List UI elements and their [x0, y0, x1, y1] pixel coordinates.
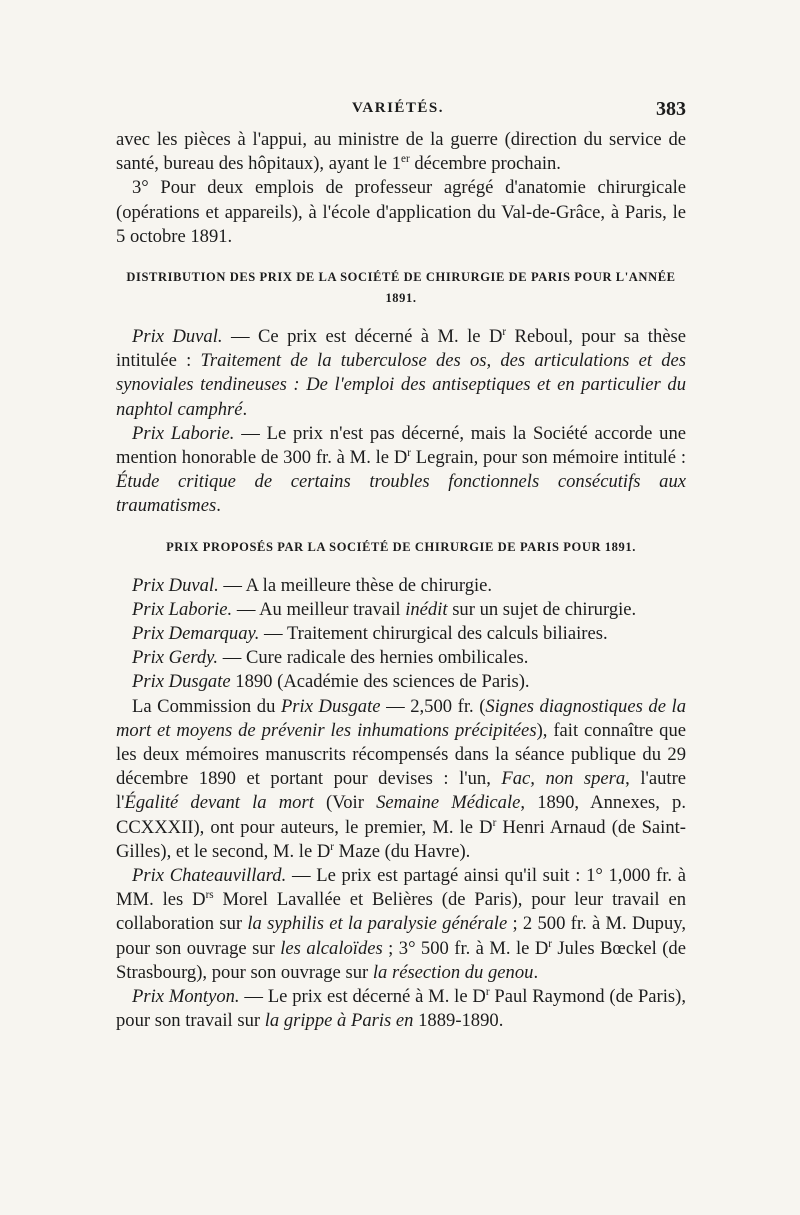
section-heading-proposes: PRIX PROPOSÉS PAR LA SOCIÉTÉ DE CHIRURGIE DE PARIS POUR 1891.	[166, 539, 636, 554]
paragraph-prix-laborie-proposed: Prix Laborie. — Au meilleur travail inédit sur un sujet de chirurgie.	[132, 598, 637, 620]
paragraph-prix-demarquay: Prix Demarquay. — Traitement chirurgical des calculs biliaires.	[132, 623, 608, 645]
page-body	[116, 128, 686, 1034]
paragraph-continuation: avec les pièces à l'appui, au ministre de la guerre (direction du service de santé, bureau des hôpitaux), ayant le 1er décembre prochain.	[116, 129, 686, 175]
paragraph-prix-chateauvillard: Prix Chateauvillard. — Le prix est partagé ainsi qu'il suit : 1° 1,000 fr. à MM. les $D^{rs}$ Morel Lavallée et Belières (de Paris), pour leur travail en collaboration sur la syphilis et la paralysie générale ; 2 500 fr. à M. Dupuy, pour son ouvrage sur les alcaloïdes ; 3° 500 fr. à M. le $D^r$ Jules Bœckel (de Strasbourg), pour son ouvrage sur la résection du genou.	[116, 865, 687, 983]
running-title: VARIÉTÉS.	[352, 100, 445, 116]
paragraph-prix-montyon: Prix Montyon. — Le prix est décerné à M. le $D^r$ Paul Raymond (de Paris), pour son travail sur la grippe à Paris en 1889-1890.	[116, 985, 686, 1032]
paragraph-prix-dusgate: Prix Dusgate 1890 (Académie des sciences de Paris).	[132, 671, 530, 693]
page-number: 383	[656, 98, 686, 120]
section-heading-distribution: DISTRIBUTION DES PRIX DE LA SOCIÉTÉ DE CHIRURGIE DE PARIS POUR L'ANNÉE 1891.	[126, 270, 676, 306]
paragraph-agrege: 3° Pour deux emplois de professeur agrégé d'anatomie chirurgicale (opérations et appareils), à l'école d'application du Val-de-Grâce, à Paris, le 5 octobre 1891.	[116, 177, 686, 247]
paragraph-prix-laborie-award: Prix Laborie. — Le prix n'est pas décerné, mais la Société accorde une mention honorable de 300 fr. à M. le $D^r$ Legrain, pour son mémoire intitulé : Étude critique de certains troubles fonctionnels consécutifs aux traumatismes.	[116, 422, 686, 517]
paragraph-prix-duval-award: Prix Duval. — Ce prix est décerné à M. le $D^r$ Reboul, pour sa thèse intitulée : Traitement de la tuberculose des os, des articulations et des synoviales tendineuses : De l'emploi des antiseptiques et en particulier du naphtol camphré.	[116, 325, 687, 420]
paragraph-prix-duval-proposed: Prix Duval. — A la meilleure thèse de chirurgie.	[132, 574, 493, 596]
paragraph-prix-gerdy: Prix Gerdy. — Cure radicale des hernies ombilicales.	[132, 647, 529, 669]
paragraph-dusgate-commission: La Commission du Prix Dusgate — 2,500 fr. (Signes diagnostiques de la mort et moyens de prévenir les inhumations précipitées), fait connaître que les deux mémoires manuscrits récompensés dans la séance publique du 29 décembre 1890 et portant pour devises : l'un, Fac, non spera, l'autre l'Égalité devant la mort (Voir Semaine Médicale, 1890, Annexes, p. CCXXXII), ont pour auteurs, le premier, M. le $D^r$ Henri Arnaud (de Saint-Gilles), et le second, M. le $D^r$ Maze (du Havre).	[116, 695, 687, 862]
page-header	[0, 100, 800, 126]
